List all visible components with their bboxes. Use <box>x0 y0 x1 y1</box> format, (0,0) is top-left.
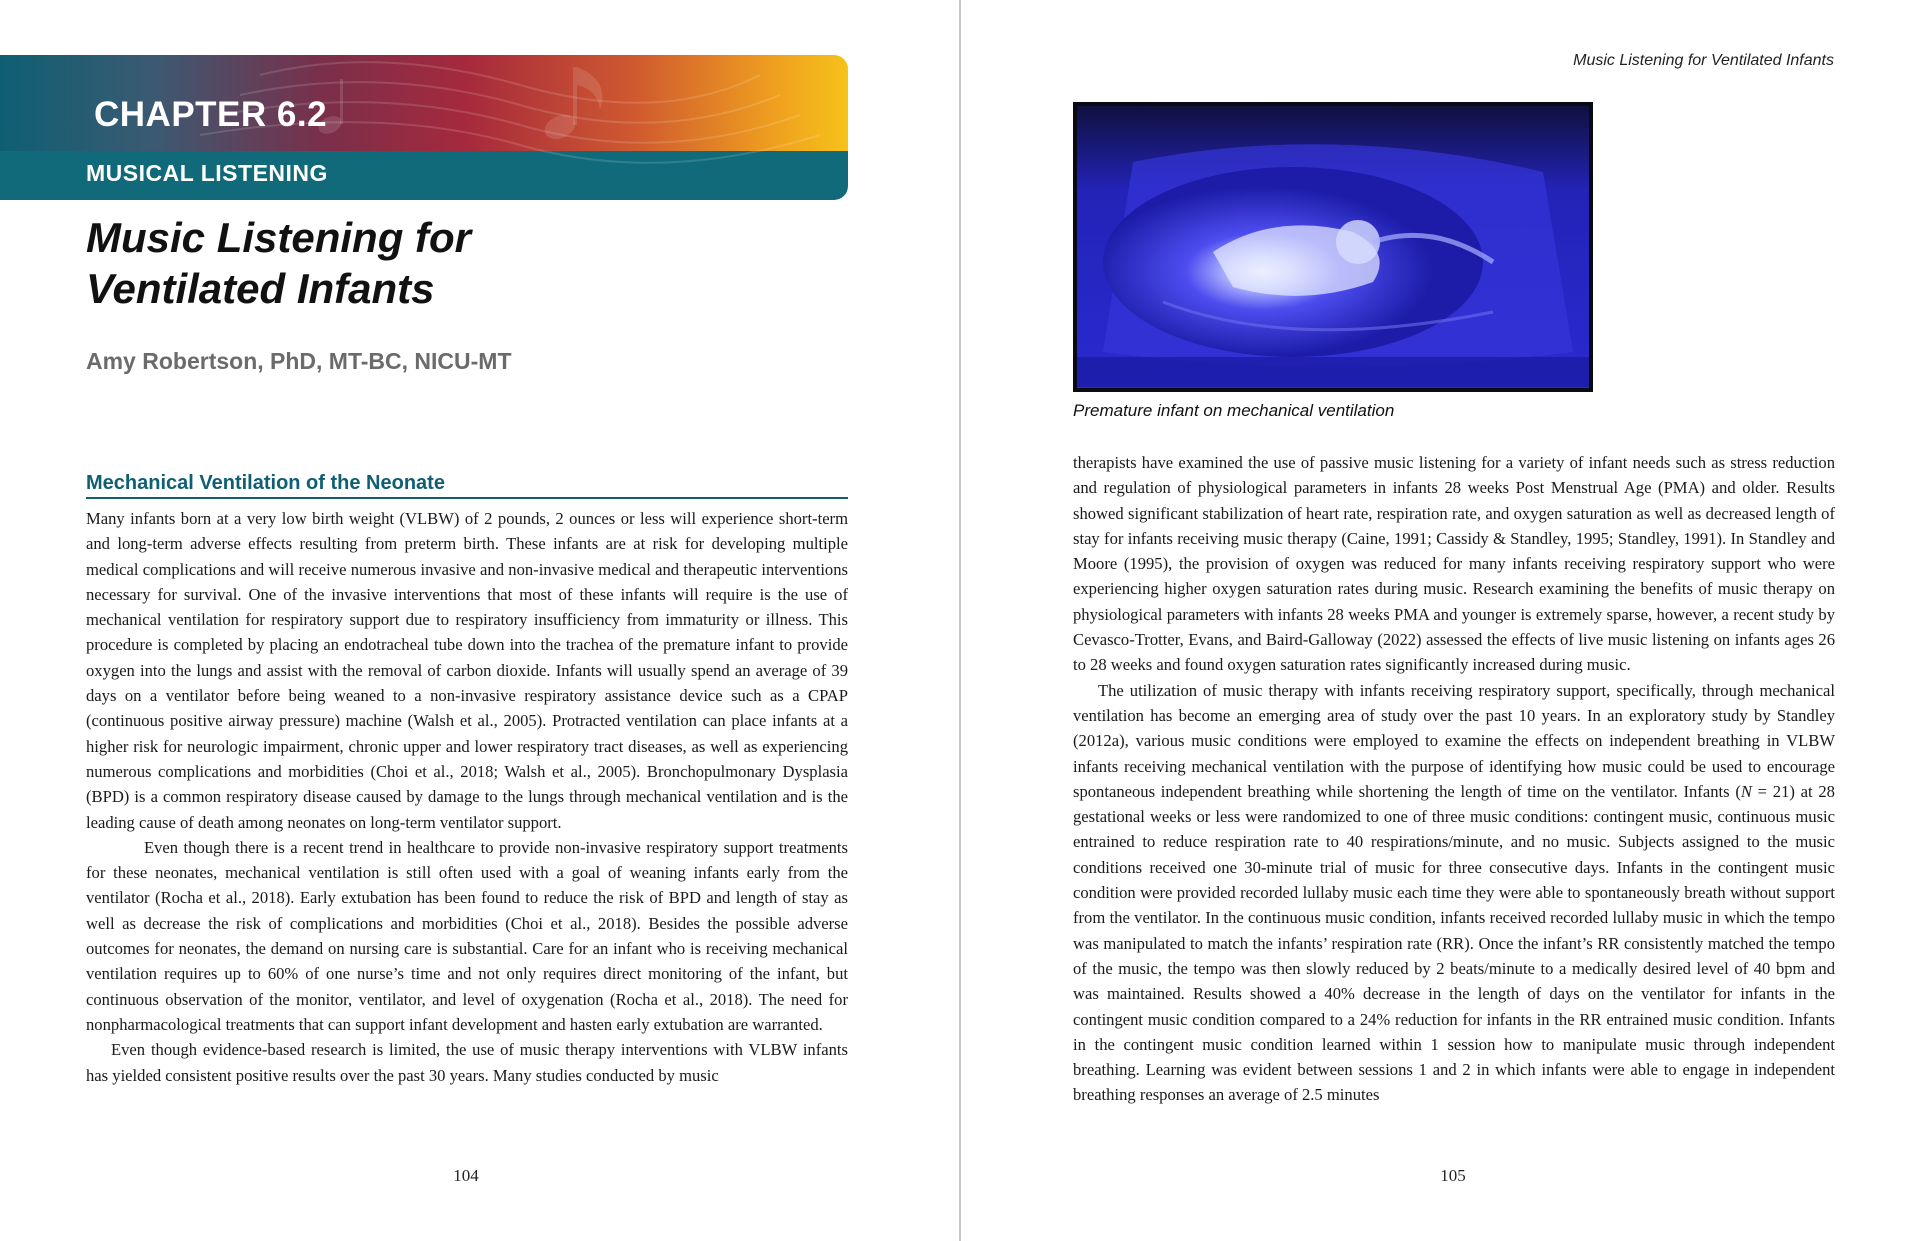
page-number-left: 104 <box>453 1166 479 1185</box>
author-name: Amy Robertson, PhD, MT-BC, NICU-MT <box>86 348 512 374</box>
sample-size-symbol: N <box>1740 781 1752 801</box>
paragraph: Even though evidence-based research is limited, the use of music therapy interventions with VLBW infants has yielded consistent positive results over the past 30 years. Many studies conducted by music <box>86 1040 848 1085</box>
page-number-right: 105 <box>1440 1166 1466 1185</box>
page-gutter <box>959 0 961 1241</box>
incubator-illustration-icon <box>1073 102 1593 392</box>
chapter-number: CHAPTER 6.2 <box>94 95 328 134</box>
paragraph: Even though there is a recent trend in healthcare to provide non-invasive respiratory support treatments for these neonates, mechanical ventilation is still often used with a goal of weaning infants early from the ventilator (Rocha et al., 2018). Early extubation has been found to reduce the risk of BPD and length of stay as well as decrease the risk of complications and morbidities (Choi et al., 2018). Besides the possible adverse outcomes for neonates, the demand on nursing care is substantial. Care for an infant who is receiving mechanical ventilation requires up to 60% of one nurse’s time and not only requires direct monitoring of the infant, but continuous observation of the monitor, ventilator, and level of oxygenation (Rocha et al., 2018). The need for nonpharmacological treatments that can support infant development and hasten early extubation are warranted. <box>86 837 848 1034</box>
left-body-text <box>86 506 848 1088</box>
chapter-title-line-2: Ventilated Infants <box>86 265 435 312</box>
paragraph: therapists have examined the use of passive music listening for a variety of infant needs such as stress reduction and regulation of physiological parameters in infants 28 weeks Post Menstrual Age (PMA) and older. Results showed significant stabilization of heart rate, respiration rate, and oxygen saturation as well as decreased length of stay for infants receiving music therapy (Caine, 1991; Cassidy & Standley, 1995; Standley, 1991). In Standley and Moore (1995), the provision of oxygen was reduced for many infants receiving respiratory support who were experiencing higher oxygen saturation rates during music. Research examining the benefits of music therapy on physiological parameters with infants 28 weeks PMA and younger is extremely sparse, however, a recent study by Cevasco-Trotter, Evans, and Baird-Galloway (2022) assessed the effects of live music listening on infants ages 26 to 28 weeks and found oxygen saturation rates significantly increased during music. <box>1073 453 1835 675</box>
section-heading: Mechanical Ventilation of the Neonate <box>86 472 848 499</box>
paragraph: Many infants born at a very low birth weight (VLBW) of 2 pounds, 2 ounces or less will experience short-term and long-term adverse effects resulting from preterm birth. These infants are at risk for developing multiple medical complications and will receive numerous invasive and non-invasive medical and therapeutic interventions necessary for survival. One of the invasive interventions that most of these infants will require is the use of mechanical ventilation for respiratory support due to respiratory insufficiency from immaturity or illness. This procedure is completed by placing an endotracheal tube down into the trachea of the premature infant to provide oxygen into the lungs and assist with the removal of carbon dioxide. Infants will usually spend an average of 39 days on a ventilator before being weaned to a non-invasive respiratory assistance device such as a CPAP (continuous positive airway pressure) machine (Walsh et al., 2005). Protracted ventilation can place infants at a higher risk for neurologic impairment, chronic upper and lower respiratory tract diseases, as well as experiencing numerous complications and morbidities (Choi et al., 2018; Walsh et al., 2005). Bronchopulmonary Dysplasia (BPD) is a common respiratory disease caused by damage to the lungs through mechanical ventilation and is the leading cause of death among neonates on long-term ventilator support. <box>86 509 848 832</box>
section-label: MUSICAL LISTENING <box>86 160 328 186</box>
infant-photo <box>1073 102 1593 392</box>
running-head: Music Listening for Ventilated Infants <box>1573 52 1834 69</box>
paragraph <box>1073 678 1835 1108</box>
paragraph-text: The utilization of music therapy with infants receiving respiratory support, specifically, through mechanical ventilation has become an emerging area of study over the past 10 years. In an exploratory study by Standley (2012a), various music conditions were employed to examine the effects on independent breathing in VLBW infants receiving mechanical ventilation with the purpose of identifying how music could be used to encourage spontaneous independent breathing while shortening the length of time on the ventilator. Infants ( <box>1073 680 1835 801</box>
photo-caption: Premature infant on mechanical ventilation <box>1073 401 1395 420</box>
paragraph-text: = 21) at 28 gestational weeks or less were randomized to one of three music conditions: contingent music, continuous music entrained to reduce respiration rate to 40 respirations/minute, and no music. Subjects assigned to the music conditions received one 30-minute trial of music for three consecutive days. Infants in the contingent music condition were provided recorded lullaby music each time they were able to spontaneously breath without support from the ventilator. In the continuous music condition, infants received recorded lullaby music in which the tempo was manipulated to match the infants’ respiration rate (RR). Once the infant’s RR consistently matched the tempo of the music, the tempo was then slowly reduced by 2 beats/minute to a medically desired level of 40 bpm and was maintained. Results showed a 40% decrease in the length of days on the ventilator for infants in the contingent music condition compared to a 24% reduction for infants in the RR entrained music condition. Infants in the contingent music condition learned within 1 session how to manipulate music through independent breathing. Learning was evident between sessions 1 and 2 in which infants were able to engage in independent breathing responses an average of 2.5 minutes <box>1073 781 1835 1105</box>
chapter-title-line-1: Music Listening for <box>86 214 472 261</box>
chapter-title <box>86 212 786 314</box>
right-body-text <box>1073 450 1835 1108</box>
